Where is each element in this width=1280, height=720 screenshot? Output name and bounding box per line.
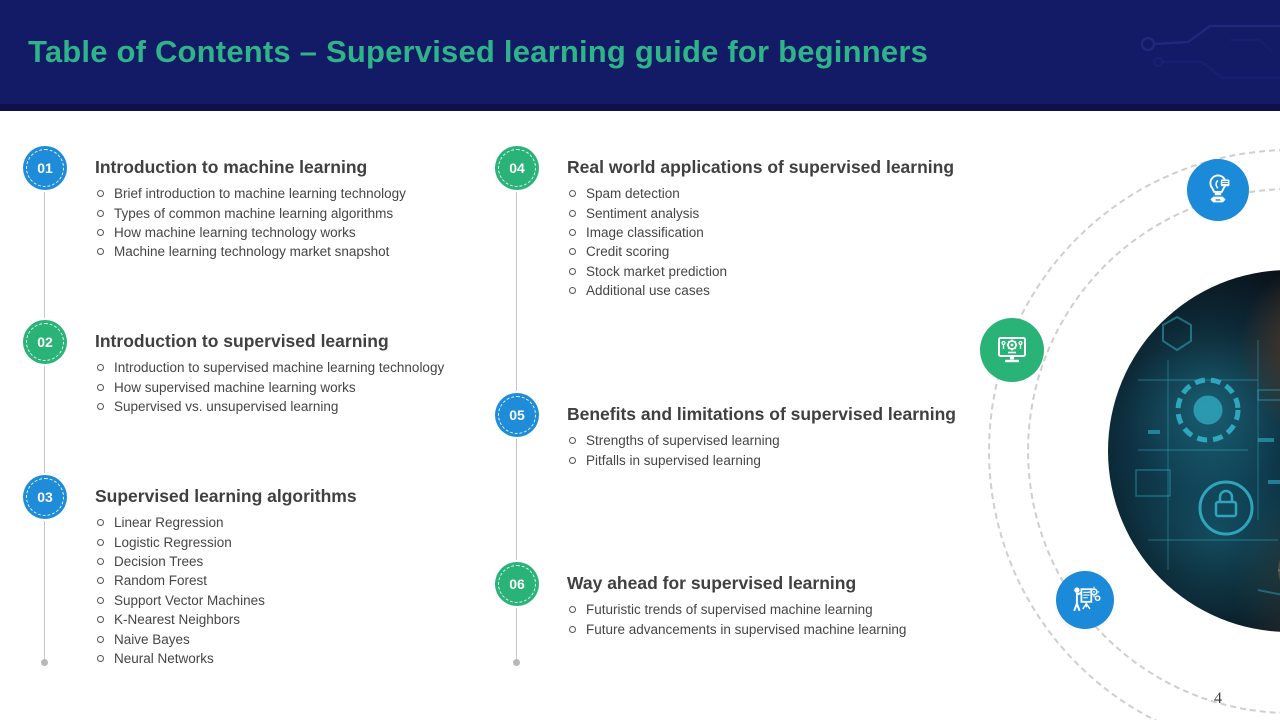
- toc-bullet-item: [95, 358, 444, 377]
- bullet-text: Introduction to supervised machine learning technology: [114, 360, 445, 376]
- presenter-gears-icon: [1056, 571, 1114, 629]
- section-number: 04: [509, 160, 525, 176]
- toc-bullet-item: [95, 552, 357, 571]
- toc-bullet-item: [95, 571, 357, 590]
- toc-bullet-item: [567, 223, 954, 242]
- toc-bullet-item: [567, 450, 956, 469]
- circle-bullet-marker: [569, 190, 576, 197]
- bullet-text: Pitfalls in supervised learning: [586, 452, 761, 468]
- circle-bullet-marker: [97, 190, 104, 197]
- toc-bullet-item: [567, 203, 954, 222]
- toc-section-06: [495, 562, 906, 639]
- section-number: 01: [37, 160, 53, 176]
- section-title: Supervised learning algorithms: [95, 486, 357, 506]
- section-number: 06: [509, 576, 525, 592]
- section-number: 03: [37, 489, 53, 505]
- circle-bullet-marker: [97, 248, 104, 255]
- toc-section-04: [495, 146, 954, 300]
- bullet-text: How supervised machine learning works: [114, 379, 356, 395]
- circle-bullet-marker: [569, 606, 576, 613]
- circle-bullet-marker: [97, 616, 104, 623]
- toc-bullet-item: [95, 203, 406, 222]
- section-number-badge: [495, 562, 539, 606]
- bullet-text: K-Nearest Neighbors: [114, 612, 241, 628]
- toc-section-03: [23, 475, 357, 668]
- circle-bullet-marker: [97, 229, 104, 236]
- idea-lightbulb-gear-icon: [1187, 159, 1249, 221]
- bullet-text: Naive Bayes: [114, 631, 190, 647]
- toc-bullet-item: [567, 281, 954, 300]
- circle-bullet-marker: [97, 210, 104, 217]
- bullet-text: Credit scoring: [586, 244, 670, 260]
- bullet-text: Linear Regression: [114, 515, 224, 531]
- toc-bullet-item: [95, 629, 357, 648]
- circle-bullet-marker: [569, 268, 576, 275]
- toc-bullet-item: [567, 184, 954, 203]
- toc-bullet-item: [95, 242, 406, 261]
- toc-bullet-item: [567, 431, 956, 450]
- circle-bullet-marker: [569, 248, 576, 255]
- section-number-badge: [495, 393, 539, 437]
- circle-bullet-marker: [569, 229, 576, 236]
- circle-bullet-marker: [97, 558, 104, 565]
- bullet-text: Sentiment analysis: [586, 205, 700, 221]
- section-bullet-list: [567, 184, 954, 300]
- bullet-text: Random Forest: [114, 573, 208, 589]
- toc-section-02: [23, 320, 444, 416]
- toc-bullet-item: [95, 649, 357, 668]
- header-bar: [0, 0, 1280, 111]
- bullet-text: Future advancements in supervised machine learning: [586, 621, 907, 637]
- toc-bullet-item: [95, 513, 357, 532]
- section-number-badge: [23, 475, 67, 519]
- circle-bullet-marker: [569, 437, 576, 444]
- slide-title: Table of Contents – Supervised learning guide for beginners: [28, 34, 929, 69]
- bullet-text: Machine learning technology market snapshot: [114, 244, 390, 260]
- circle-bullet-marker: [569, 457, 576, 464]
- section-title: Benefits and limitations of supervised learning: [567, 404, 956, 424]
- section-number: 02: [37, 334, 53, 350]
- toc-bullet-item: [95, 610, 357, 629]
- section-number-badge: [23, 146, 67, 190]
- circle-bullet-marker: [569, 626, 576, 633]
- circle-bullet-marker: [97, 636, 104, 643]
- bullet-text: Neural Networks: [114, 650, 214, 666]
- section-title: Way ahead for supervised learning: [567, 573, 857, 593]
- toc-bullet-item: [95, 532, 357, 551]
- toc-section-05: [495, 393, 956, 470]
- section-bullet-list: [95, 184, 406, 262]
- toc-bullet-item: [567, 619, 906, 638]
- circle-bullet-marker: [97, 577, 104, 584]
- circle-bullet-marker: [97, 384, 104, 391]
- bullet-text: Brief introduction to machine learning technology: [114, 186, 406, 202]
- toc-section-01: [23, 146, 406, 262]
- section-bullet-list: [95, 358, 444, 416]
- circle-bullet-marker: [97, 597, 104, 604]
- section-title: Introduction to machine learning: [95, 157, 368, 177]
- circle-bullet-marker: [569, 210, 576, 217]
- bullet-text: Supervised vs. unsupervised learning: [114, 398, 339, 414]
- section-title: Real world applications of supervised learning: [567, 157, 955, 177]
- toc-bullet-item: [95, 184, 406, 203]
- section-number: 05: [509, 407, 525, 423]
- bullet-text: Image classification: [586, 224, 704, 240]
- monitor-gear-icon: [980, 318, 1044, 382]
- bullet-text: Stock market prediction: [586, 263, 728, 279]
- bullet-text: Decision Trees: [114, 553, 204, 569]
- circle-bullet-marker: [97, 519, 104, 526]
- bullet-text: Types of common machine learning algorithms: [114, 205, 394, 221]
- bullet-text: How machine learning technology works: [114, 224, 356, 240]
- section-number-badge: [495, 146, 539, 190]
- futuristic-woman-hud-photo: [1108, 270, 1280, 632]
- bullet-text: Spam detection: [586, 186, 680, 202]
- toc-bullet-item: [95, 397, 444, 416]
- circle-bullet-marker: [97, 403, 104, 410]
- circle-bullet-marker: [569, 287, 576, 294]
- right-column-line-end-dot: [513, 659, 520, 666]
- page-number: 4: [1214, 690, 1222, 707]
- bullet-text: Futuristic trends of supervised machine learning: [586, 602, 873, 618]
- circle-bullet-marker: [97, 364, 104, 371]
- toc-bullet-item: [567, 600, 906, 619]
- toc-bullet-item: [567, 262, 954, 281]
- section-bullet-list: [567, 600, 906, 639]
- bullet-text: Strengths of supervised learning: [586, 433, 780, 449]
- bullet-text: Support Vector Machines: [114, 592, 265, 608]
- toc-bullet-item: [567, 242, 954, 261]
- toc-bullet-item: [95, 377, 444, 396]
- bullet-text: Logistic Regression: [114, 534, 232, 550]
- circuit-decoration: [1110, 0, 1280, 110]
- section-bullet-list: [95, 513, 357, 668]
- bullet-text: Additional use cases: [586, 283, 710, 299]
- circle-bullet-marker: [97, 655, 104, 662]
- section-number-badge: [23, 320, 67, 364]
- toc-bullet-item: [95, 591, 357, 610]
- section-bullet-list: [567, 431, 956, 470]
- section-title: Introduction to supervised learning: [95, 331, 389, 351]
- toc-bullet-item: [95, 223, 406, 242]
- circle-bullet-marker: [97, 539, 104, 546]
